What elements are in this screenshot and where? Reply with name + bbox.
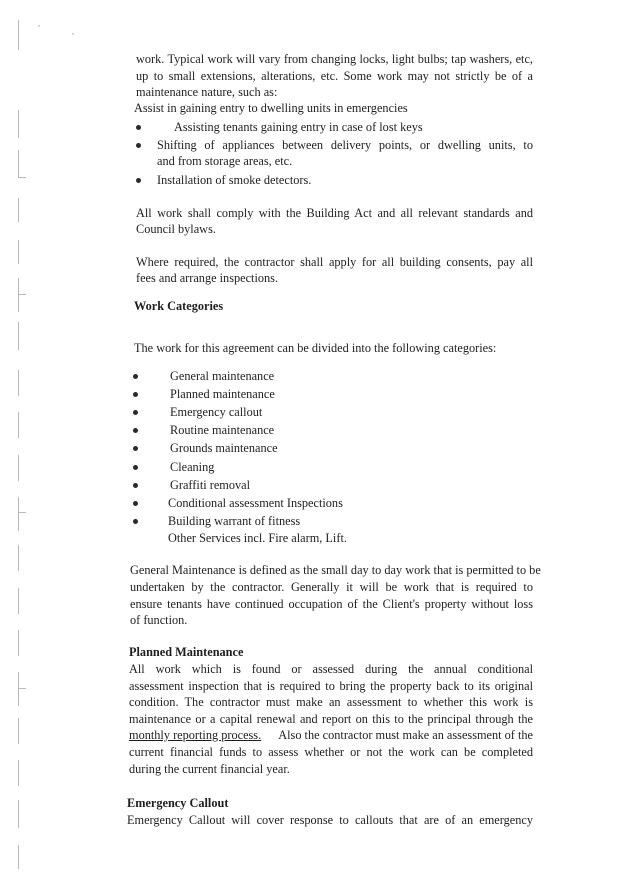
margin-mark: [18, 240, 19, 264]
monthly-reporting-link-text: monthly reporting process.: [129, 728, 262, 742]
category-extra: Other Services incl. Fire alarm, Lift.: [168, 531, 347, 545]
category-item: Building warrant of fitness: [168, 514, 301, 528]
margin-mark: [18, 630, 19, 656]
intro-line: maintenance nature, such as:: [136, 85, 278, 99]
consents-line: fees and arrange inspections.: [136, 271, 279, 285]
intro-line: Assist in gaining entry to dwelling units in emergencies: [134, 101, 408, 115]
bullet-item: Shifting of appliances between delivery points, or dwelling units, to: [157, 138, 533, 152]
margin-mark: [18, 497, 19, 531]
margin-mark: [18, 20, 19, 50]
general-line: ensure tenants have continued occupation of the Client's property without loss: [130, 597, 533, 611]
planned-line-rest: Also the contractor must make an assessment of the: [275, 728, 533, 742]
bullet-dot: [133, 428, 138, 433]
margin-mark: [18, 800, 19, 828]
planned-line: condition. The contractor must make an assessment to whether this work is: [129, 695, 533, 709]
bullet-dot: [133, 374, 138, 379]
margin-mark: [18, 412, 19, 438]
category-item: Cleaning: [170, 460, 215, 474]
general-line: of function.: [130, 613, 188, 627]
general-line: undertaken by the contractor. Generally it will be work that is required to: [130, 580, 533, 594]
categories-intro: The work for this agreement can be divided into the following categories:: [134, 341, 497, 355]
bullet-dot: [133, 483, 138, 488]
category-item: Conditional assessment Inspections: [168, 496, 343, 510]
emergency-line: Emergency Callout will cover response to callouts that are of an emergency: [127, 813, 533, 827]
planned-line: during the current financial year.: [129, 762, 290, 776]
margin-mark: [18, 588, 19, 614]
bullet-dot: [136, 178, 141, 183]
category-item: Routine maintenance: [170, 423, 275, 437]
planned-line: All work which is found or assessed during the annual conditional: [129, 662, 533, 676]
planned-line: [129, 727, 533, 743]
scan-speck: [38, 25, 40, 27]
category-item: General maintenance: [170, 369, 275, 383]
bullet-dot: [133, 410, 138, 415]
margin-mark: [18, 198, 19, 222]
section-heading: Planned Maintenance: [129, 645, 244, 659]
comply-line: Council bylaws.: [136, 222, 216, 236]
margin-mark: [18, 278, 19, 312]
bullet-item: Installation of smoke detectors.: [157, 173, 312, 187]
bullet-dot: [133, 446, 138, 451]
margin-mark: [18, 110, 19, 138]
margin-mark: [18, 455, 19, 481]
bullet-dot: [136, 125, 141, 130]
margin-tick: [18, 177, 26, 178]
general-line: General Maintenance is defined as the small day to day work that is permitted to be: [130, 563, 541, 577]
margin-mark: [18, 370, 19, 396]
consents-line: Where required, the contractor shall apply for all building consents, pay all: [136, 255, 533, 269]
comply-line: All work shall comply with the Building Act and all relevant standards and: [136, 206, 533, 220]
bullet-dot: [136, 143, 141, 148]
bullet-item: Assisting tenants gaining entry in case of lost keys: [174, 120, 423, 134]
planned-line: current financial funds to assess whether or not the work can be completed: [129, 745, 533, 759]
section-heading: Work Categories: [134, 299, 224, 313]
scan-speck: [72, 33, 74, 35]
category-item: Emergency callout: [170, 405, 263, 419]
category-item: Grounds maintenance: [170, 441, 278, 455]
intro-line: up to small extensions, alterations, etc. Some work may not strictly be of a: [136, 69, 533, 83]
margin-mark: [18, 322, 19, 350]
intro-line: work. Typical work will vary from changing locks, light bulbs; tap washers, etc,: [136, 52, 533, 66]
bullet-dot: [133, 465, 138, 470]
bullet-dot: [133, 519, 138, 524]
bullet-item-continued: and from storage areas, etc.: [157, 154, 293, 168]
margin-tick: [18, 512, 26, 513]
margin-mark: [18, 845, 19, 869]
margin-mark: [18, 545, 19, 571]
category-item: Graffiti removal: [170, 478, 251, 492]
category-item: Planned maintenance: [170, 387, 275, 401]
bullet-dot: [133, 392, 138, 397]
margin-mark: [18, 150, 19, 178]
bullet-dot: [133, 501, 138, 506]
margin-tick: [18, 688, 26, 689]
section-heading: Emergency Callout: [127, 796, 229, 810]
margin-tick: [18, 294, 26, 295]
margin-mark: [18, 718, 19, 744]
planned-line: assessment inspection that is required to bring the property back to its original: [129, 679, 533, 693]
planned-line: maintenance or a capital renewal and report on this to the principal through the: [129, 712, 533, 726]
margin-mark: [18, 672, 19, 706]
margin-mark: [18, 760, 19, 786]
